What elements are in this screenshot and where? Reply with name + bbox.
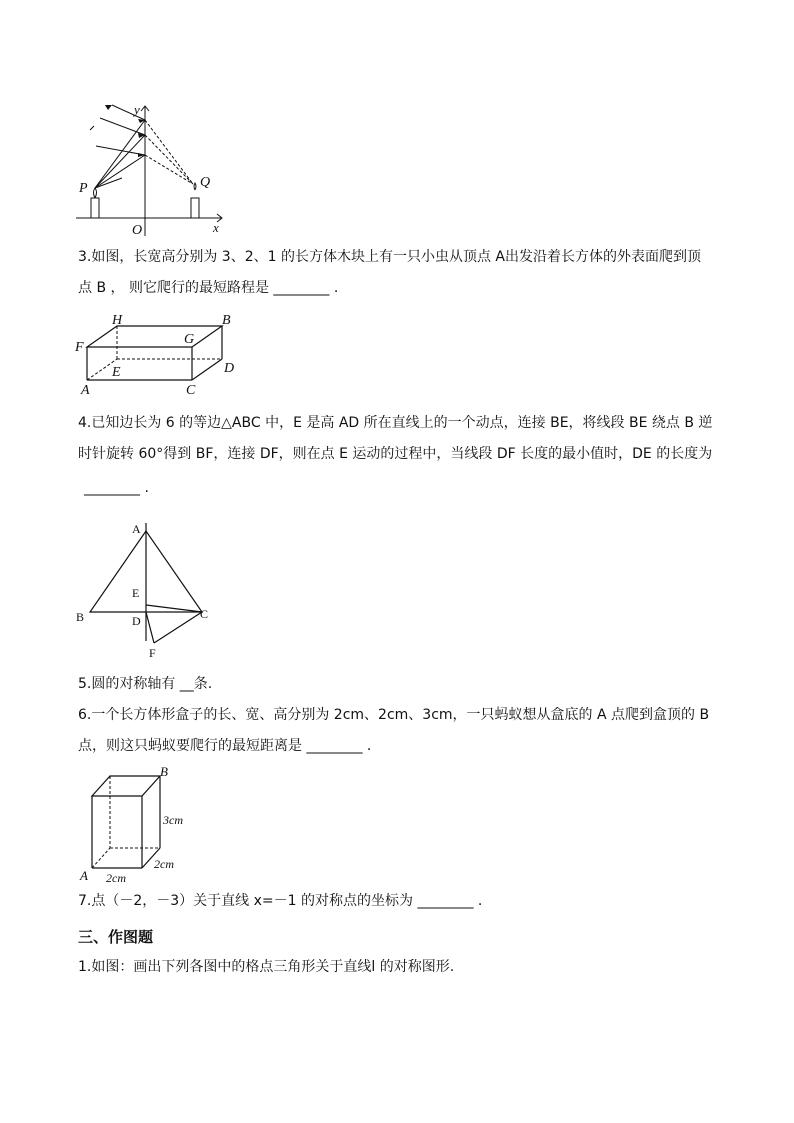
question-4-line-1: 4.已知边长为 6 的等边△ABC 中，E 是高 AD 所在直线上的一个动点，连接 BE，将线段 BE 绕点 B 逆 — [78, 415, 713, 431]
length-label: 2cm — [154, 857, 174, 871]
dashed-ray — [145, 155, 193, 184]
vertex-a-label: A — [81, 383, 90, 398]
vertex-d-label: D — [224, 361, 235, 376]
point-q-label: Q — [200, 175, 211, 190]
ray-arrowhead — [138, 153, 145, 157]
segment-ec — [146, 605, 202, 612]
ray-arrowhead — [105, 105, 112, 110]
question-6-line-2: 点，则这只蚂蚁要爬行的最短距离是 ________ . — [78, 738, 372, 754]
drawing-question-1: 1.如图：画出下列各图中的格点三角形关于直线l 的对称图形. — [78, 959, 455, 975]
label-a: A — [132, 522, 141, 536]
vertex-b-label: B — [160, 764, 168, 779]
width-label: 2cm — [106, 871, 126, 885]
candle-p — [91, 198, 99, 218]
question-3-line-1: 3.如图，长宽高分别为 3、2、1 的长方体木块上有一只小虫从顶点 A出发沿着长方体的外表面爬到顶 — [78, 249, 702, 265]
ray — [95, 155, 145, 188]
y-axis-label: y — [134, 102, 140, 117]
origin-label: O — [132, 223, 143, 238]
vertex-c-label: C — [186, 383, 196, 398]
question-3-line-2: 点 B ， 则它爬行的最短路程是 ________ . — [78, 280, 339, 296]
edge — [192, 359, 222, 380]
vertex-b-label: B — [222, 313, 231, 328]
ray — [100, 118, 145, 135]
ray — [112, 105, 145, 120]
vertex-e-label: E — [112, 365, 121, 380]
label-f: F — [149, 646, 156, 660]
hidden-edge — [92, 848, 110, 868]
question-6-line-1: 6.一个长方体形盒子的长、宽、高分别为 2cm、2cm、3cm，一只蚂蚁想从盒底的 A 点爬到盒顶的 B — [78, 707, 710, 723]
section-3-title: 三、作图题 — [78, 928, 154, 946]
candle-q — [191, 198, 199, 218]
point-p-label: P — [79, 181, 88, 196]
ray — [95, 135, 145, 188]
question-4-line-3: ________ . — [84, 480, 149, 496]
label-b: B — [76, 610, 85, 624]
dashed-ray — [145, 120, 193, 184]
top-face — [92, 776, 160, 796]
flame-p — [94, 188, 97, 198]
segment-fc — [154, 612, 202, 643]
vertex-a-label: A — [80, 868, 88, 883]
flame-q — [194, 183, 196, 190]
top-face — [87, 326, 222, 347]
label-d: D — [132, 614, 141, 628]
label-e: E — [132, 586, 140, 600]
triangle-figure-q4 — [72, 515, 222, 665]
ray-tick — [90, 126, 94, 130]
light-reflection-figure — [72, 100, 232, 240]
question-4-line-2: 时针旋转 60°得到 BF，连接 DF，则在点 E 运动的过程中，当线段 DF 长度的最小值时，DE 的长度为 — [78, 446, 713, 462]
vertex-h-label: H — [112, 313, 123, 328]
height-label: 3cm — [163, 813, 183, 827]
cuboid-figure-q6 — [72, 762, 202, 887]
label-c: C — [200, 607, 209, 621]
vertex-g-label: G — [184, 332, 195, 347]
segment-df — [146, 612, 154, 643]
x-axis-label: x — [213, 220, 219, 235]
question-7: 7.点（－2，－3）关于直线 x=－1 的对称点的坐标为 ________ . — [78, 893, 483, 909]
vertex-f-label: F — [75, 340, 84, 355]
question-5: 5.圆的对称轴有 __条. — [78, 676, 213, 692]
cuboid-figure-q3 — [72, 310, 242, 400]
dashed-ray — [145, 135, 193, 184]
